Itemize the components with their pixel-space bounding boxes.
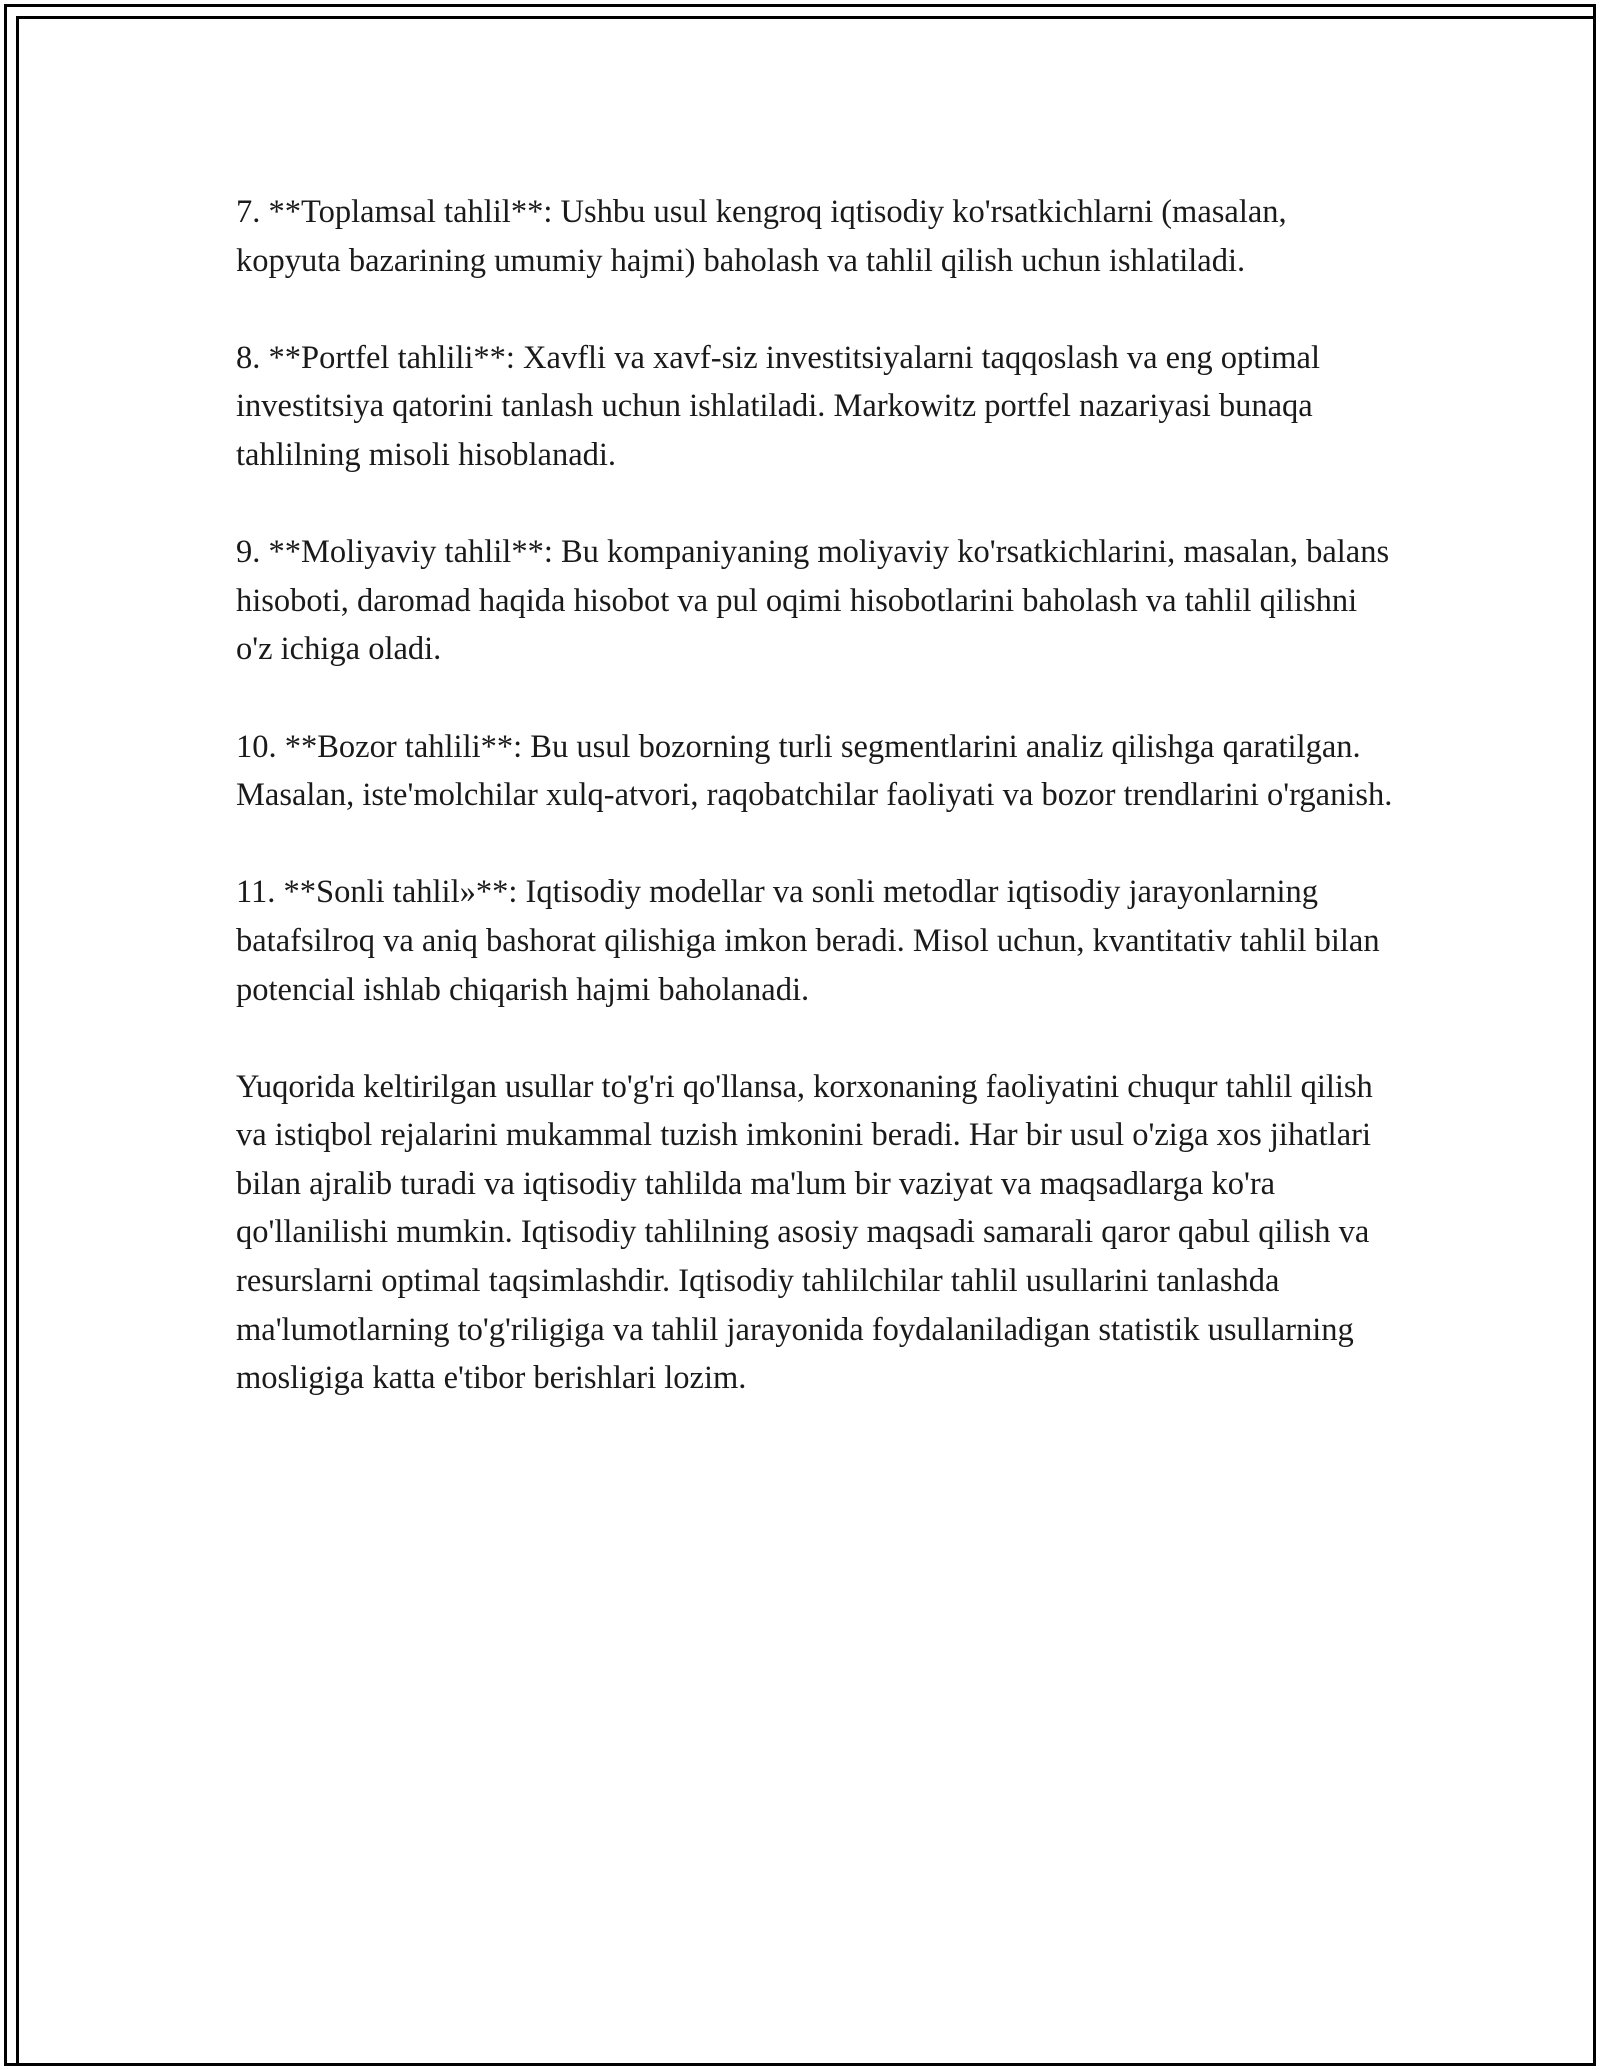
document-body [236, 188, 1396, 1403]
paragraph-bozor-tahlili: 10. **Bozor tahlili**: Bu usul bozorning turli segmentlarini analiz qilishga qaratilgan. Masalan, iste'molchilar xulq-atvori, raqobatchilar faoliyati va bozor trendlarini o'rganish. [236, 728, 1393, 814]
paragraph-conclusion: Yuqorida keltirilgan usullar to'g'ri qo'llansa, korxonaning faoliyatini chuqur tahlil qilish va istiqbol rejalarini mukammal tuzish imkonini beradi. Har bir usul o'ziga xos jihatlari bilan ajralib turadi va iqtisodiy tahlilda ma'lum bir vaziyat va maqsadlarga ko'ra qo'llanilishi mumkin. Iqtisodiy tahlilning asosiy maqsadi samarali qaror qabul qilish va resurslarni optimal taqsimlashdir. Iqtisodiy tahlilchilar tahlil usullarini tanlashda ma'lumotlarning to'g'riligiga va tahlil jarayonida foydalaniladigan statistik usullarning mosligiga katta e'tibor berishlari lozim. [236, 1068, 1373, 1397]
paragraph-sonli-tahlil: 11. **Sonli tahlil»**: Iqtisodiy modellar va sonli metodlar iqtisodiy jarayonlarning batafsilroq va aniq bashorat qilishiga imkon beradi. Misol uchun, kvantitativ tahlil bilan potencial ishlab chiqarish hajmi baholanadi. [236, 874, 1380, 1008]
paragraph-toplamsal-tahlil: 7. **Toplamsal tahlil**: Ushbu usul kengroq iqtisodiy ko'rsatkichlarni (masalan, kopyuta bazarining umumiy hajmi) baholash va tahlil qilish uchun ishlatiladi. [236, 194, 1287, 279]
paragraph-portfel-tahlili: 8. **Portfel tahlili**: Xavfli va xavf-siz investitsiyalarni taqqoslash va eng optimal investitsiya qatorini tanlash uchun ishlatiladi. Markowitz portfel nazariyasi bunaqa tahlilning misoli hisoblanadi. [236, 339, 1321, 473]
paragraph-moliyaviy-tahlil: 9. **Moliyaviy tahlil**: Bu kompaniyaning moliyaviy ko'rsatkichlarini, masalan, balans hisoboti, daromad haqida hisobot va pul oqimi hisobotlarini baholash va tahlil qilishni o'z ichiga oladi. [236, 534, 1390, 668]
